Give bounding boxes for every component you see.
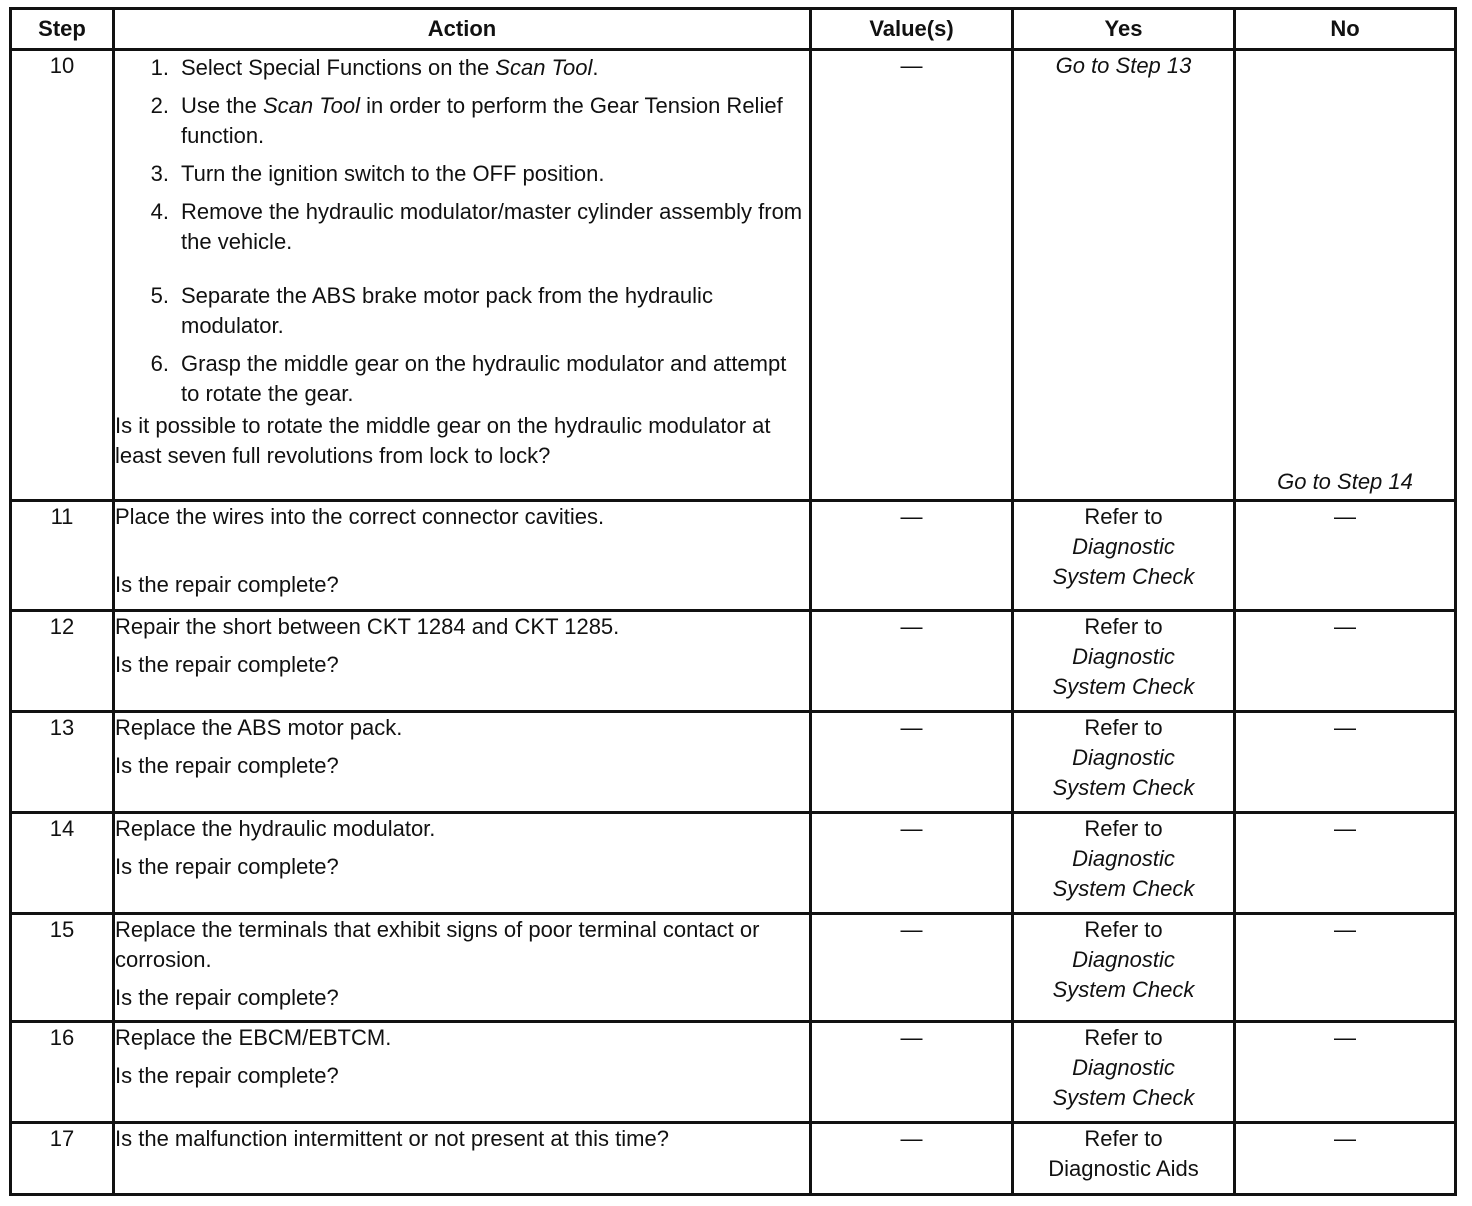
step-number: 13 <box>11 712 114 813</box>
refer-italic: System Check <box>1052 674 1195 699</box>
yes-refer-link[interactable] <box>1013 914 1235 1022</box>
refer-italic: System Check <box>1052 564 1195 589</box>
list-item <box>115 281 809 341</box>
value-cell: — <box>811 1123 1013 1195</box>
yes-refer-link[interactable] <box>1013 813 1235 914</box>
action-cell <box>114 501 811 611</box>
value-cell: — <box>811 813 1013 914</box>
refer-italic: Diagnostic <box>1072 1055 1175 1080</box>
yes-refer-link[interactable] <box>1013 501 1235 611</box>
refer-italic: Diagnostic <box>1072 846 1175 871</box>
step-number: 17 <box>11 1123 114 1195</box>
action-question: Is it possible to rotate the middle gear on the hydraulic modulator at least seven full revolutions from lock to lock? <box>115 413 771 468</box>
refer-italic: System Check <box>1052 1085 1195 1110</box>
header-step: Step <box>11 9 114 50</box>
action-text: Replace the ABS motor pack. <box>115 715 403 740</box>
refer-italic: System Check <box>1052 876 1195 901</box>
item-text: Use the <box>181 93 263 118</box>
refer-italic: Diagnostic <box>1072 745 1175 770</box>
action-cell <box>114 50 811 501</box>
no-cell: — <box>1235 914 1456 1022</box>
refer-text: Refer to <box>1084 614 1163 639</box>
header-values: Value(s) <box>811 9 1013 50</box>
header-row <box>11 9 1456 50</box>
no-cell: — <box>1235 712 1456 813</box>
table-row <box>11 50 1456 501</box>
item-number: 5. <box>150 283 169 308</box>
no-cell: — <box>1235 1123 1456 1195</box>
refer-text: Refer to <box>1084 917 1163 942</box>
header-no: No <box>1235 9 1456 50</box>
item-number: 3. <box>150 161 169 186</box>
step-number: 16 <box>11 1022 114 1123</box>
list-item <box>115 91 809 151</box>
yes-refer-link[interactable] <box>1013 611 1235 712</box>
item-number: 6. <box>150 351 169 376</box>
list-item <box>115 349 809 409</box>
refer-text: Refer to <box>1084 1126 1163 1151</box>
no-cell: — <box>1235 501 1456 611</box>
value-cell: — <box>811 712 1013 813</box>
item-italic: Scan Tool <box>262 93 360 118</box>
table-row <box>11 914 1456 1022</box>
item-text: Select Special Functions on the <box>181 55 496 80</box>
step-number: 14 <box>11 813 114 914</box>
item-number: 4. <box>150 199 169 224</box>
step-number: 15 <box>11 914 114 1022</box>
item-text: Grasp the middle gear on the hydraulic modulator and attempt to rotate the gear. <box>181 351 787 406</box>
action-question: Is the repair complete? <box>115 572 339 597</box>
value-cell: — <box>811 611 1013 712</box>
yes-refer-link[interactable] <box>1013 1022 1235 1123</box>
refer-italic: Diagnostic <box>1072 947 1175 972</box>
item-text: Separate the ABS brake motor pack from the hydraulic modulator. <box>181 283 713 338</box>
action-question: Is the repair complete? <box>115 985 339 1010</box>
no-cell: — <box>1235 1022 1456 1123</box>
item-number: 1. <box>150 55 169 80</box>
diagnostic-table <box>9 7 1457 1196</box>
item-text: Turn the ignition switch to the OFF position. <box>181 161 605 186</box>
action-cell <box>114 1123 811 1195</box>
value-cell: — <box>811 1022 1013 1123</box>
action-cell <box>114 914 811 1022</box>
list-item <box>115 159 809 189</box>
refer-text: Refer to <box>1084 1025 1163 1050</box>
item-text: Remove the hydraulic modulator/master cylinder assembly from the vehicle. <box>181 199 803 254</box>
refer-text: Refer to <box>1084 715 1163 740</box>
table-row <box>11 501 1456 611</box>
table-row <box>11 712 1456 813</box>
item-number: 2. <box>150 93 169 118</box>
refer-italic: System Check <box>1052 775 1195 800</box>
list-item <box>115 53 809 83</box>
yes-refer-link[interactable] <box>1013 1123 1235 1195</box>
action-cell <box>114 813 811 914</box>
refer-italic: Diagnostic <box>1072 534 1175 559</box>
action-question: Is the repair complete? <box>115 652 339 677</box>
refer-text: Diagnostic Aids <box>1048 1156 1199 1181</box>
yes-goto-link[interactable]: Go to Step 13 <box>1013 50 1235 501</box>
action-question: Is the repair complete? <box>115 753 339 778</box>
action-question: Is the repair complete? <box>115 854 339 879</box>
no-cell: — <box>1235 611 1456 712</box>
action-cell <box>114 611 811 712</box>
step-number: 11 <box>11 501 114 611</box>
value-cell: — <box>811 914 1013 1022</box>
no-cell: — <box>1235 813 1456 914</box>
action-cell <box>114 1022 811 1123</box>
yes-refer-link[interactable] <box>1013 712 1235 813</box>
action-cell <box>114 712 811 813</box>
refer-italic: Diagnostic <box>1072 644 1175 669</box>
table-row <box>11 1123 1456 1195</box>
refer-text: Refer to <box>1084 816 1163 841</box>
step-number: 10 <box>11 50 114 501</box>
action-text: Replace the terminals that exhibit signs of poor terminal contact or corrosion. <box>115 917 760 972</box>
item-text-end: in order to perform the Gear Tension Relief function. <box>181 93 783 148</box>
action-text: Replace the EBCM/EBTCM. <box>115 1025 392 1050</box>
header-yes: Yes <box>1013 9 1235 50</box>
no-goto-link[interactable]: Go to Step 14 <box>1235 50 1456 501</box>
action-text: Repair the short between CKT 1284 and CKT 1285. <box>115 614 620 639</box>
value-cell: — <box>811 501 1013 611</box>
item-text-end: . <box>592 55 599 80</box>
procedure-list <box>115 53 809 409</box>
action-text: Place the wires into the correct connector cavities. <box>115 504 605 529</box>
action-text: Replace the hydraulic modulator. <box>115 816 436 841</box>
step-number: 12 <box>11 611 114 712</box>
refer-text: Refer to <box>1084 504 1163 529</box>
header-action: Action <box>114 9 811 50</box>
table-row <box>11 813 1456 914</box>
item-italic: Scan Tool <box>495 55 593 80</box>
table-row <box>11 611 1456 712</box>
list-item <box>115 197 809 257</box>
refer-italic: System Check <box>1052 977 1195 1002</box>
value-cell: — <box>811 50 1013 501</box>
table-row <box>11 1022 1456 1123</box>
action-text: Is the malfunction intermittent or not present at this time? <box>115 1126 669 1151</box>
action-question: Is the repair complete? <box>115 1063 339 1088</box>
